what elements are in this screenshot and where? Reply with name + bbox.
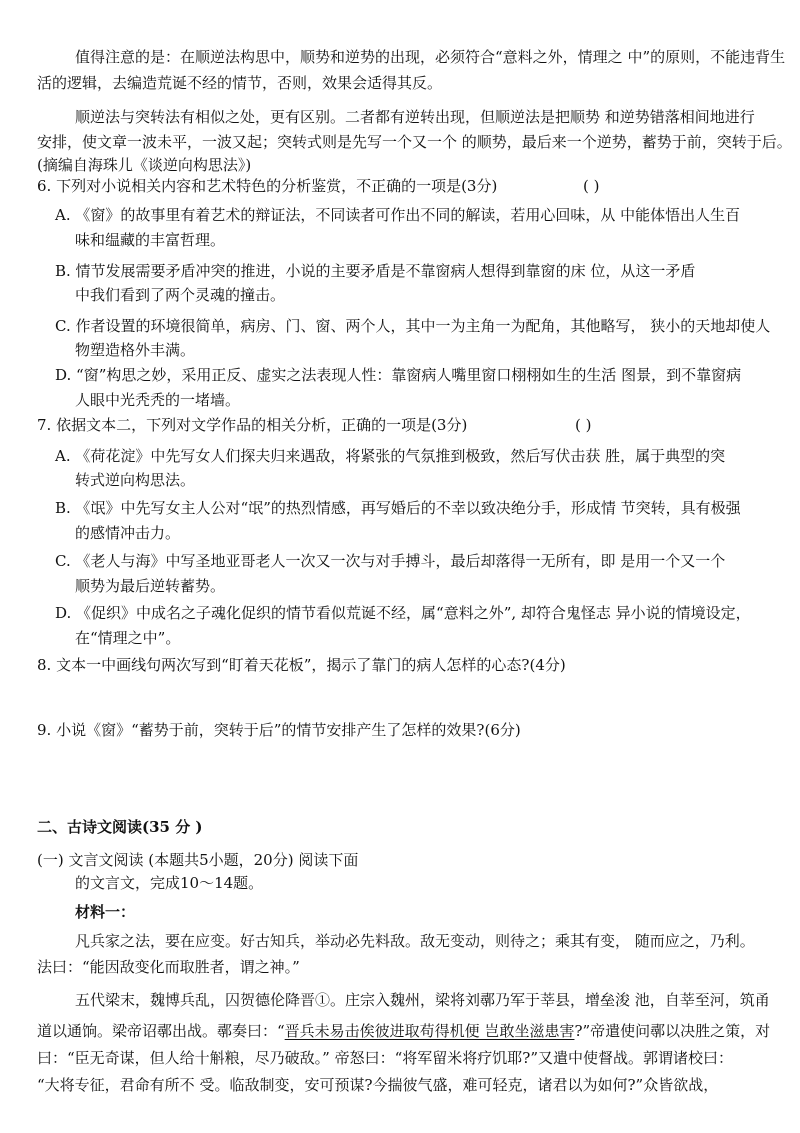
question-6-option-d-line-1: D. “窗”构思之妙，采用正反、虚实之法表现人性：靠窗病人嘴里窗口栩栩如生的生活 图景，到不靠窗病 — [55, 366, 742, 384]
question-7-option-a-line-1: A. 《荷花淀》中先写女人们探夫归来遇敌，将紧张的气氛推到极致，然后写伏击获 胜，属于典型的突 — [55, 447, 726, 465]
underlined-sentence: 晋兵未易击俟彼进取苟得机便 岂敢坐滋患害 — [284, 1022, 575, 1040]
question-8-stem: 8. 文本一中画线句两次写到“盯着天花板”，揭示了靠门的病人怎样的心态?(4分) — [37, 656, 566, 674]
intro-paragraph-1-line-1: 值得注意的是：在顺逆法构思中，顺势和逆势的出现，必须符合“意料之外，情理之 中”的原则，不能违背生 — [75, 48, 786, 66]
question-7-option-c-line-2: 顺势为最后逆转蓄势。 — [75, 577, 226, 595]
material-paragraph-1-line-2: 法曰：“能因敌变化而取胜者，谓之神。” — [37, 958, 300, 976]
question-7-answer-blank: ( ) — [575, 416, 592, 434]
question-7-option-d-line-1: D. 《促织》中成名之子魂化促织的情节看似荒诞不经，属“意料之外”, 却符合鬼怪志 异小说的情境设定， — [55, 604, 751, 622]
section-2-heading: 二、古诗文阅读(35 分 ) — [37, 818, 203, 836]
question-6-option-b-line-2: 中我们看到了两个灵魂的撞击。 — [75, 286, 286, 304]
intro-paragraph-1-line-2: 活的逻辑，去编造荒诞不经的情节，否则，效果会适得其反。 — [37, 74, 443, 92]
question-7-stem: 7. 依据文本二，下列对文学作品的相关分析，正确的一项是(3分) — [37, 416, 468, 434]
material-paragraph-1-line-1: 凡兵家之法，要在应变。好古知兵，举动必先料敌。敌无变动，则待之；乘其有变， 随而应之，乃利。 — [75, 932, 755, 950]
question-7-option-d-line-2: 在“情理之中”。 — [75, 629, 181, 647]
question-6-option-d-line-2: 人眼中光秃秃的一堵墙。 — [75, 391, 241, 409]
material-paragraph-2-line-3: 曰：“臣无奇谋，但人给十斛粮，尽乃破敌。” 帝怒曰：“将军留米将疗饥耶?”又遣中使督战。郭谓诸校曰： — [37, 1049, 733, 1067]
material-paragraph-2-line-2 — [37, 1021, 770, 1041]
material-paragraph-2-line-1: 五代梁末，魏博兵乱，囚贺德伦降晋①。庄宗入魏州，梁将刘鄩乃军于莘县，增垒浚 池，自莘至河，筑甬 — [75, 991, 770, 1009]
passage-text: ?”帝遣使问鄩以决胜之策，对 — [574, 1022, 771, 1040]
question-6-option-a-line-2: 味和缊藏的丰富哲理。 — [75, 231, 226, 249]
question-6-option-c-line-2: 物塑造格外丰满。 — [75, 341, 196, 359]
question-9-stem: 9. 小说《窗》“蓄势于前，突转于后”的情节安排产生了怎样的效果?(6分) — [37, 721, 521, 739]
question-6-option-c-line-1: C. 作者设置的环境很简单，病房、门、窗、两个人，其中一为主角一为配角，其他略写， 狭小的天地却使人 — [55, 317, 771, 335]
question-7-option-c-line-1: C. 《老人与海》中写圣地亚哥老人一次又一次与对手搏斗，最后却落得一无所有，即 是用一个又一个 — [55, 552, 726, 570]
section-2-subheading-line-2: 的文言文，完成10～14题。 — [75, 874, 264, 892]
material-paragraph-2-line-4: “大将专征，君命有所不 受。临敌制变，安可预谋?今揣彼气盛，难可轻克，诸君以为如何?”众皆欲战， — [37, 1076, 719, 1094]
question-6-option-b-line-1: B. 情节发展需要矛盾冲突的推进，小说的主要矛盾是不靠窗病人想得到靠窗的床 位，从这一矛盾 — [55, 262, 696, 280]
material-1-label: 材料一： — [75, 903, 136, 921]
question-7-option-b-line-2: 的感情冲击力。 — [75, 524, 181, 542]
section-2-subheading-line-1: (一) 文言文阅读 (本题共5小题，20分) 阅读下面 — [37, 851, 359, 869]
source-citation: (摘编自海珠儿《谈逆向构思法》) — [37, 156, 252, 174]
intro-paragraph-2-line-2: 安排，使文章一波未平，一波又起；突转式则是先写一个又一个 的顺势，最后来一个逆势，蓄势于前，突转于后。 — [37, 133, 792, 151]
question-7-option-a-line-2: 转式逆向构思法。 — [75, 471, 196, 489]
passage-text: 道以通饷。梁帝诏鄩出战。鄩奏曰：“ — [37, 1022, 285, 1040]
question-7-option-b-line-1: B. 《氓》中先写女主人公对“氓”的热烈情感，再写婚后的不幸以致决绝分手，形成情 节突转，具有极强 — [55, 499, 741, 517]
question-6-stem: 6. 下列对小说相关内容和艺术特色的分析鉴赏，不正确的一项是(3分) — [37, 177, 498, 195]
question-6-answer-blank: ( ) — [583, 177, 600, 195]
question-6-option-a-line-1: A. 《窗》的故事里有着艺术的辩证法，不同读者可作出不同的解读，若用心回味，从 中能体悟出人生百 — [55, 206, 741, 224]
intro-paragraph-2-line-1: 顺逆法与突转法有相似之处，更有区别。二者都有逆转出现，但顺逆法是把顺势 和逆势错落相间地进行 — [75, 108, 755, 126]
